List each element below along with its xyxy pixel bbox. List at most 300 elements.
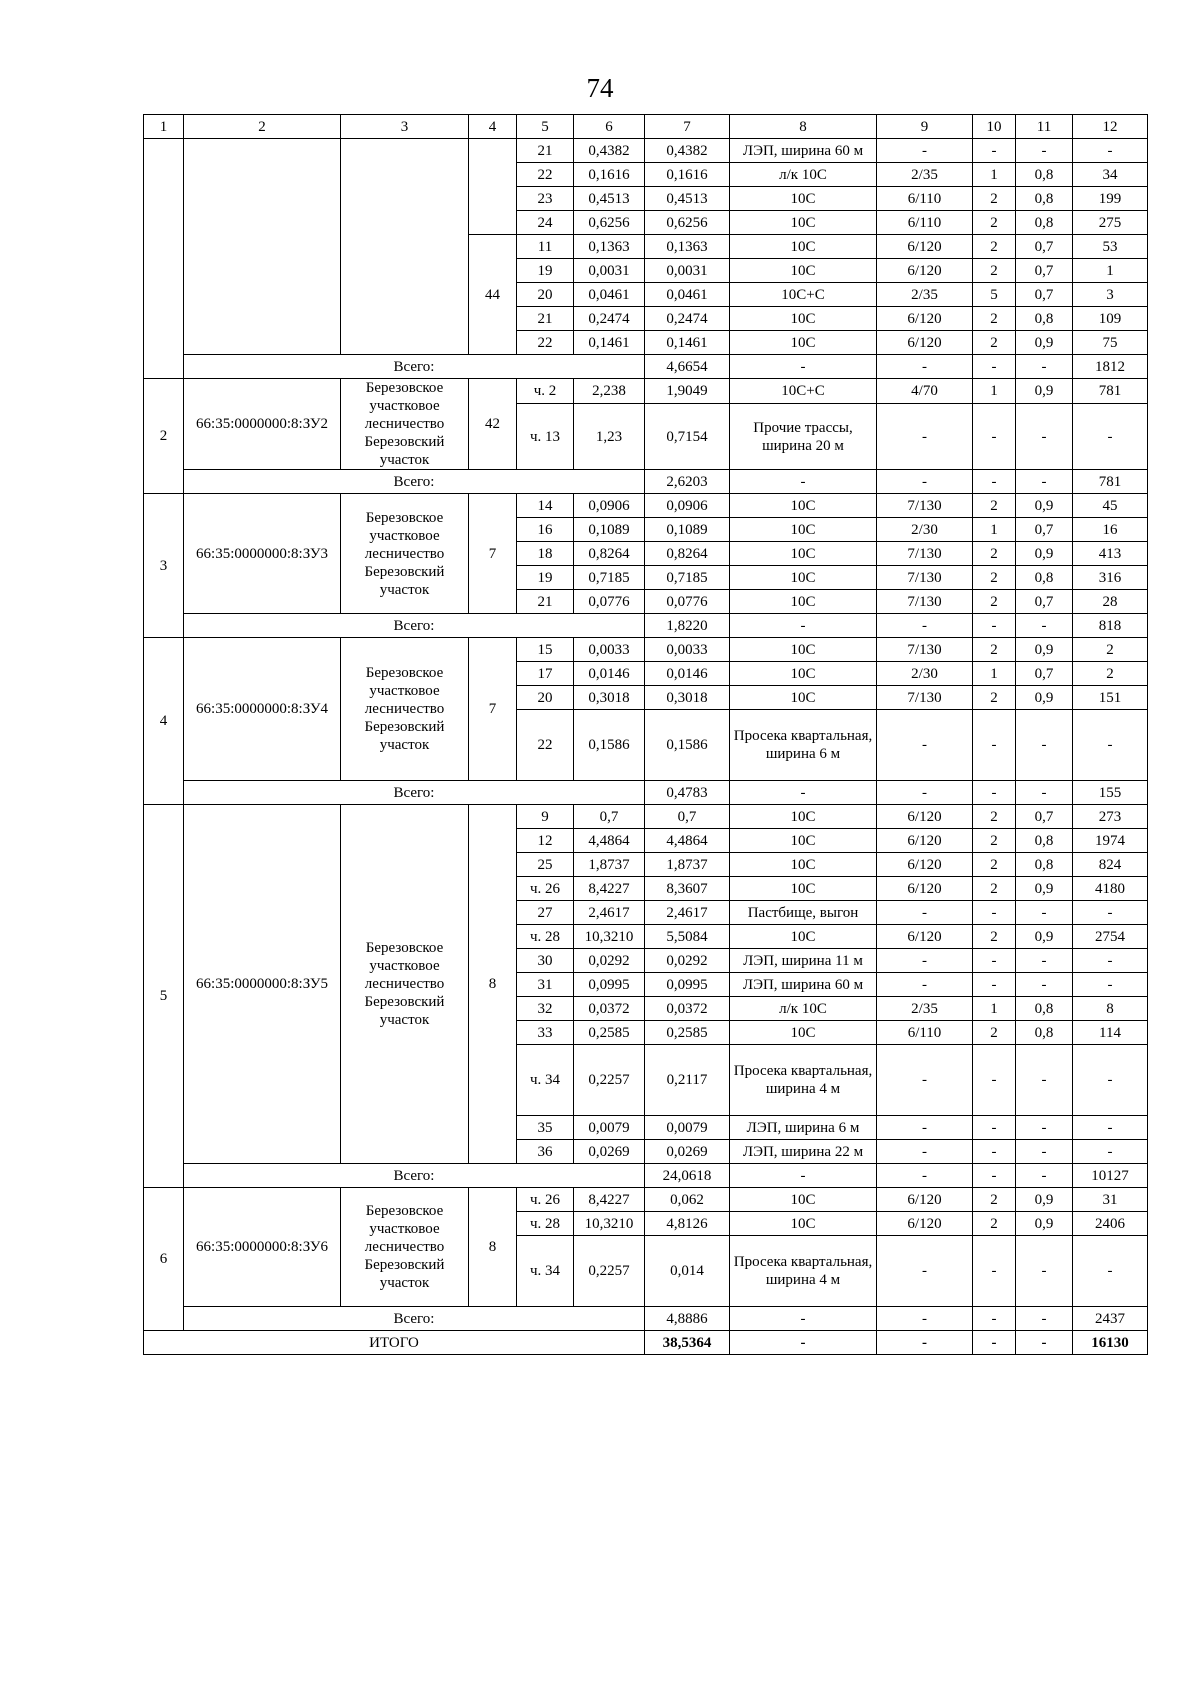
density-cell: 0,7 (1016, 805, 1073, 829)
vydel-cell: 11 (517, 235, 574, 259)
class-cell: 2 (973, 1212, 1016, 1236)
density-cell: 0,7 (1016, 259, 1073, 283)
table-row (144, 494, 1148, 518)
header-cell: 11 (1016, 115, 1073, 139)
age-cell: 7/130 (877, 590, 973, 614)
total-row (144, 1307, 1148, 1331)
area-cell: 0,1461 (574, 331, 645, 355)
total-type: - (730, 1164, 877, 1188)
total-volume: 10127 (1073, 1164, 1148, 1188)
forest-type-cell: 10С (730, 686, 877, 710)
vydel-cell: 36 (517, 1140, 574, 1164)
total-density: - (1016, 781, 1073, 805)
volume-cell: 2 (1073, 662, 1148, 686)
forest-type-cell: 10С (730, 638, 877, 662)
volume-cell: 2 (1073, 638, 1148, 662)
area-cell: 0,0995 (574, 973, 645, 997)
vydel-cell: ч. 2 (517, 379, 574, 404)
total-volume: 781 (1073, 470, 1148, 494)
forest-type-cell: Пастбище, выгон (730, 901, 877, 925)
volume-cell: 3 (1073, 283, 1148, 307)
class-cell: 2 (973, 187, 1016, 211)
table-row (144, 379, 1148, 404)
volume-cell: 199 (1073, 187, 1148, 211)
forest-type-cell: 10С (730, 1021, 877, 1045)
used-area-cell: 0,1363 (645, 235, 730, 259)
forest-type-cell: л/к 10С (730, 997, 877, 1021)
total-area: 4,8886 (645, 1307, 730, 1331)
total-area: 24,0618 (645, 1164, 730, 1188)
used-area-cell: 0,2117 (645, 1045, 730, 1116)
forestry-name: Березовское участковое лесничество Березовский участок (341, 494, 469, 614)
grand-total-c9: - (877, 1331, 973, 1355)
quarter-number: 8 (469, 1188, 517, 1307)
area-cell: 1,8737 (574, 853, 645, 877)
forest-type-cell: ЛЭП, ширина 11 м (730, 949, 877, 973)
age-cell: - (877, 1236, 973, 1307)
vydel-cell: 19 (517, 566, 574, 590)
vydel-cell: 24 (517, 211, 574, 235)
forest-type-cell: 10С (730, 566, 877, 590)
total-density: - (1016, 1307, 1073, 1331)
density-cell: - (1016, 1045, 1073, 1116)
forest-type-cell: ЛЭП, ширина 60 м (730, 973, 877, 997)
vydel-cell: 9 (517, 805, 574, 829)
volume-cell: 114 (1073, 1021, 1148, 1045)
volume-cell: 1 (1073, 259, 1148, 283)
used-area-cell: 0,0269 (645, 1140, 730, 1164)
class-cell: - (973, 404, 1016, 470)
area-cell: 0,2257 (574, 1045, 645, 1116)
total-label: Всего: (184, 355, 645, 379)
age-cell: 6/110 (877, 211, 973, 235)
age-cell: - (877, 1116, 973, 1140)
area-cell: 10,3210 (574, 925, 645, 949)
group-number: 2 (144, 379, 184, 494)
area-cell: 0,2585 (574, 1021, 645, 1045)
total-row (144, 1164, 1148, 1188)
density-cell: 0,9 (1016, 1188, 1073, 1212)
vydel-cell: 20 (517, 283, 574, 307)
area-cell: 0,0906 (574, 494, 645, 518)
used-area-cell: 4,8126 (645, 1212, 730, 1236)
volume-cell: - (1073, 1116, 1148, 1140)
cadastral-number: 66:35:0000000:8:ЗУ4 (184, 638, 341, 781)
density-cell: - (1016, 710, 1073, 781)
header-cell: 12 (1073, 115, 1148, 139)
forest-type-cell: 10С (730, 1212, 877, 1236)
forestry-name (341, 139, 469, 355)
density-cell: 0,9 (1016, 379, 1073, 404)
forest-type-cell: 10С (730, 494, 877, 518)
volume-cell: - (1073, 973, 1148, 997)
vydel-cell: 23 (517, 187, 574, 211)
age-cell: 6/110 (877, 1021, 973, 1045)
density-cell: 0,9 (1016, 686, 1073, 710)
forest-type-cell: 10С (730, 259, 877, 283)
class-cell: - (973, 1140, 1016, 1164)
total-class: - (973, 1307, 1016, 1331)
used-area-cell: 0,1461 (645, 331, 730, 355)
used-area-cell: 0,0906 (645, 494, 730, 518)
age-cell: 6/120 (877, 877, 973, 901)
area-cell: 0,1586 (574, 710, 645, 781)
class-cell: 2 (973, 925, 1016, 949)
area-cell: 0,0292 (574, 949, 645, 973)
volume-cell: 316 (1073, 566, 1148, 590)
class-cell: 1 (973, 518, 1016, 542)
volume-cell: 1974 (1073, 829, 1148, 853)
total-class: - (973, 781, 1016, 805)
age-cell: 6/120 (877, 805, 973, 829)
forest-type-cell: ЛЭП, ширина 6 м (730, 1116, 877, 1140)
age-cell: 6/110 (877, 187, 973, 211)
area-cell: 0,1363 (574, 235, 645, 259)
area-cell: 0,7 (574, 805, 645, 829)
grand-total-c12: 16130 (1073, 1331, 1148, 1355)
cadastral-number: 66:35:0000000:8:ЗУ5 (184, 805, 341, 1164)
age-cell: - (877, 710, 973, 781)
vydel-cell: 22 (517, 331, 574, 355)
table-row (144, 139, 1148, 163)
forest-type-cell: 10С (730, 235, 877, 259)
area-cell: 0,0461 (574, 283, 645, 307)
total-age: - (877, 470, 973, 494)
header-cell: 8 (730, 115, 877, 139)
area-cell: 0,4382 (574, 139, 645, 163)
class-cell: 2 (973, 877, 1016, 901)
header-cell: 9 (877, 115, 973, 139)
volume-cell: 109 (1073, 307, 1148, 331)
vydel-cell: 18 (517, 542, 574, 566)
area-cell: 0,3018 (574, 686, 645, 710)
used-area-cell: 0,3018 (645, 686, 730, 710)
age-cell: 6/120 (877, 307, 973, 331)
class-cell: 2 (973, 542, 1016, 566)
age-cell: 2/35 (877, 997, 973, 1021)
total-age: - (877, 355, 973, 379)
class-cell: 2 (973, 307, 1016, 331)
vydel-cell: 32 (517, 997, 574, 1021)
volume-cell: - (1073, 1045, 1148, 1116)
group-number: 3 (144, 494, 184, 638)
vydel-cell: ч. 26 (517, 877, 574, 901)
used-area-cell: 0,062 (645, 1188, 730, 1212)
age-cell: 2/30 (877, 662, 973, 686)
class-cell: 2 (973, 590, 1016, 614)
density-cell: 0,7 (1016, 283, 1073, 307)
total-type: - (730, 470, 877, 494)
page-number: 74 (586, 73, 614, 103)
vydel-cell: 33 (517, 1021, 574, 1045)
used-area-cell: 4,4864 (645, 829, 730, 853)
density-cell: - (1016, 404, 1073, 470)
density-cell: 0,9 (1016, 542, 1073, 566)
density-cell: - (1016, 139, 1073, 163)
area-cell: 0,8264 (574, 542, 645, 566)
vydel-cell: 14 (517, 494, 574, 518)
total-type: - (730, 781, 877, 805)
total-area: 4,6654 (645, 355, 730, 379)
age-cell: 4/70 (877, 379, 973, 404)
forest-type-cell: 10С+С (730, 283, 877, 307)
forest-type-cell: 10С (730, 829, 877, 853)
vydel-cell: 35 (517, 1116, 574, 1140)
density-cell: 0,8 (1016, 187, 1073, 211)
used-area-cell: 0,1616 (645, 163, 730, 187)
density-cell: 0,9 (1016, 494, 1073, 518)
forest-type-cell: Просека квартальная, ширина 4 м (730, 1236, 877, 1307)
density-cell: - (1016, 1140, 1073, 1164)
forest-type-cell: Просека квартальная, ширина 4 м (730, 1045, 877, 1116)
total-density: - (1016, 470, 1073, 494)
class-cell: - (973, 973, 1016, 997)
vydel-cell: 17 (517, 662, 574, 686)
total-row (144, 781, 1148, 805)
volume-cell: 45 (1073, 494, 1148, 518)
forest-type-cell: 10С (730, 877, 877, 901)
age-cell: 7/130 (877, 638, 973, 662)
volume-cell: - (1073, 139, 1148, 163)
density-cell: - (1016, 1236, 1073, 1307)
density-cell: - (1016, 949, 1073, 973)
used-area-cell: 5,5084 (645, 925, 730, 949)
vydel-cell: 20 (517, 686, 574, 710)
total-row (144, 470, 1148, 494)
total-label: Всего: (184, 614, 645, 638)
total-row (144, 614, 1148, 638)
forest-type-cell: 10С (730, 590, 877, 614)
header-cell: 2 (184, 115, 341, 139)
forestry-name: Березовское участковое лесничество Березовский участок (341, 1188, 469, 1307)
density-cell: 0,9 (1016, 331, 1073, 355)
used-area-cell: 1,8737 (645, 853, 730, 877)
forest-type-cell: 10С (730, 662, 877, 686)
total-row (144, 355, 1148, 379)
density-cell: 0,7 (1016, 662, 1073, 686)
used-area-cell: 0,1089 (645, 518, 730, 542)
volume-cell: - (1073, 949, 1148, 973)
density-cell: 0,8 (1016, 997, 1073, 1021)
class-cell: 2 (973, 853, 1016, 877)
header-cell: 10 (973, 115, 1016, 139)
density-cell: 0,8 (1016, 1021, 1073, 1045)
total-type: - (730, 355, 877, 379)
vydel-cell: 22 (517, 163, 574, 187)
used-area-cell: 0,7154 (645, 404, 730, 470)
class-cell: - (973, 949, 1016, 973)
volume-cell: 2754 (1073, 925, 1148, 949)
volume-cell: 4180 (1073, 877, 1148, 901)
age-cell: - (877, 1140, 973, 1164)
total-area: 0,4783 (645, 781, 730, 805)
forest-type-cell: 10С (730, 211, 877, 235)
used-area-cell: 0,0292 (645, 949, 730, 973)
volume-cell: - (1073, 404, 1148, 470)
area-cell: 0,2257 (574, 1236, 645, 1307)
header-cell: 3 (341, 115, 469, 139)
forest-type-cell: Прочие трассы, ширина 20 м (730, 404, 877, 470)
density-cell: 0,8 (1016, 566, 1073, 590)
volume-cell: 413 (1073, 542, 1148, 566)
density-cell: - (1016, 973, 1073, 997)
used-area-cell: 0,8264 (645, 542, 730, 566)
total-density: - (1016, 355, 1073, 379)
total-volume: 818 (1073, 614, 1148, 638)
used-area-cell: 0,0372 (645, 997, 730, 1021)
quarter-number: 7 (469, 638, 517, 781)
total-density: - (1016, 1164, 1073, 1188)
volume-cell: - (1073, 1236, 1148, 1307)
class-cell: 1 (973, 997, 1016, 1021)
age-cell: 6/120 (877, 1188, 973, 1212)
area-cell: 0,1089 (574, 518, 645, 542)
vydel-cell: 30 (517, 949, 574, 973)
age-cell: 6/120 (877, 331, 973, 355)
age-cell: 2/30 (877, 518, 973, 542)
age-cell: 6/120 (877, 259, 973, 283)
forest-type-cell: 10С (730, 853, 877, 877)
used-area-cell: 0,6256 (645, 211, 730, 235)
density-cell: - (1016, 901, 1073, 925)
volume-cell: - (1073, 710, 1148, 781)
density-cell: 0,9 (1016, 877, 1073, 901)
density-cell: 0,9 (1016, 925, 1073, 949)
class-cell: 1 (973, 662, 1016, 686)
area-cell: 1,23 (574, 404, 645, 470)
grand-total-row (144, 1331, 1148, 1355)
area-cell: 0,7185 (574, 566, 645, 590)
forest-type-cell: 10С (730, 542, 877, 566)
area-cell: 0,0146 (574, 662, 645, 686)
vydel-cell: 21 (517, 139, 574, 163)
table-row (144, 638, 1148, 662)
density-cell: 0,7 (1016, 518, 1073, 542)
total-class: - (973, 470, 1016, 494)
class-cell: 1 (973, 379, 1016, 404)
class-cell: 1 (973, 163, 1016, 187)
density-cell: 0,8 (1016, 163, 1073, 187)
header-cell: 5 (517, 115, 574, 139)
forest-type-cell: 10С (730, 331, 877, 355)
vydel-cell: ч. 28 (517, 1212, 574, 1236)
total-area: 2,6203 (645, 470, 730, 494)
header-row (144, 115, 1148, 139)
forest-type-cell: Просека квартальная, ширина 6 м (730, 710, 877, 781)
area-cell: 0,0269 (574, 1140, 645, 1164)
class-cell: - (973, 1116, 1016, 1140)
forest-plots-table (143, 114, 1148, 1355)
density-cell: 0,8 (1016, 829, 1073, 853)
total-age: - (877, 1307, 973, 1331)
cadastral-number: 66:35:0000000:8:ЗУ2 (184, 379, 341, 470)
header-cell: 6 (574, 115, 645, 139)
forest-type-cell: л/к 10С (730, 163, 877, 187)
quarter-number (469, 139, 517, 235)
total-volume: 1812 (1073, 355, 1148, 379)
group-number: 5 (144, 805, 184, 1188)
vydel-cell: 21 (517, 307, 574, 331)
cadastral-number: 66:35:0000000:8:ЗУ6 (184, 1188, 341, 1307)
volume-cell: 28 (1073, 590, 1148, 614)
area-cell: 0,4513 (574, 187, 645, 211)
vydel-cell: ч. 28 (517, 925, 574, 949)
age-cell: 7/130 (877, 566, 973, 590)
total-volume: 2437 (1073, 1307, 1148, 1331)
age-cell: - (877, 973, 973, 997)
volume-cell: 8 (1073, 997, 1148, 1021)
forestry-name: Березовское участковое лесничество Березовский участок (341, 638, 469, 781)
age-cell: 6/120 (877, 853, 973, 877)
vydel-cell: 27 (517, 901, 574, 925)
age-cell: 2/35 (877, 163, 973, 187)
forest-type-cell: ЛЭП, ширина 22 м (730, 1140, 877, 1164)
forest-type-cell: 10С+С (730, 379, 877, 404)
class-cell: - (973, 139, 1016, 163)
vydel-cell: 15 (517, 638, 574, 662)
volume-cell: 34 (1073, 163, 1148, 187)
used-area-cell: 0,2474 (645, 307, 730, 331)
forest-type-cell: 10С (730, 805, 877, 829)
total-density: - (1016, 614, 1073, 638)
used-area-cell: 0,7185 (645, 566, 730, 590)
used-area-cell: 0,014 (645, 1236, 730, 1307)
age-cell: 6/120 (877, 1212, 973, 1236)
forest-type-cell: 10С (730, 307, 877, 331)
class-cell: 2 (973, 1021, 1016, 1045)
age-cell: 6/120 (877, 925, 973, 949)
vydel-cell: 21 (517, 590, 574, 614)
header-cell: 7 (645, 115, 730, 139)
total-type: - (730, 1307, 877, 1331)
density-cell: 0,9 (1016, 1212, 1073, 1236)
volume-cell: 824 (1073, 853, 1148, 877)
age-cell: - (877, 404, 973, 470)
volume-cell: 53 (1073, 235, 1148, 259)
forest-type-cell: ЛЭП, ширина 60 м (730, 139, 877, 163)
used-area-cell: 0,2585 (645, 1021, 730, 1045)
total-label: Всего: (184, 1307, 645, 1331)
vydel-cell: 12 (517, 829, 574, 853)
class-cell: 2 (973, 805, 1016, 829)
used-area-cell: 0,1586 (645, 710, 730, 781)
age-cell: 6/120 (877, 235, 973, 259)
used-area-cell: 0,0776 (645, 590, 730, 614)
age-cell: 6/120 (877, 829, 973, 853)
table-row (144, 1188, 1148, 1212)
volume-cell: - (1073, 901, 1148, 925)
age-cell: 7/130 (877, 494, 973, 518)
cadastral-number: 66:35:0000000:8:ЗУ3 (184, 494, 341, 614)
used-area-cell: 0,0995 (645, 973, 730, 997)
age-cell: - (877, 1045, 973, 1116)
quarter-number: 7 (469, 494, 517, 614)
used-area-cell: 0,4382 (645, 139, 730, 163)
age-cell: - (877, 949, 973, 973)
vydel-cell: ч. 34 (517, 1236, 574, 1307)
class-cell: - (973, 1045, 1016, 1116)
used-area-cell: 0,0146 (645, 662, 730, 686)
group-number: 6 (144, 1188, 184, 1331)
used-area-cell: 0,7 (645, 805, 730, 829)
age-cell: - (877, 901, 973, 925)
total-label: Всего: (184, 1164, 645, 1188)
class-cell: 2 (973, 259, 1016, 283)
used-area-cell: 0,0079 (645, 1116, 730, 1140)
used-area-cell: 2,4617 (645, 901, 730, 925)
total-volume: 155 (1073, 781, 1148, 805)
forest-type-cell: 10С (730, 518, 877, 542)
